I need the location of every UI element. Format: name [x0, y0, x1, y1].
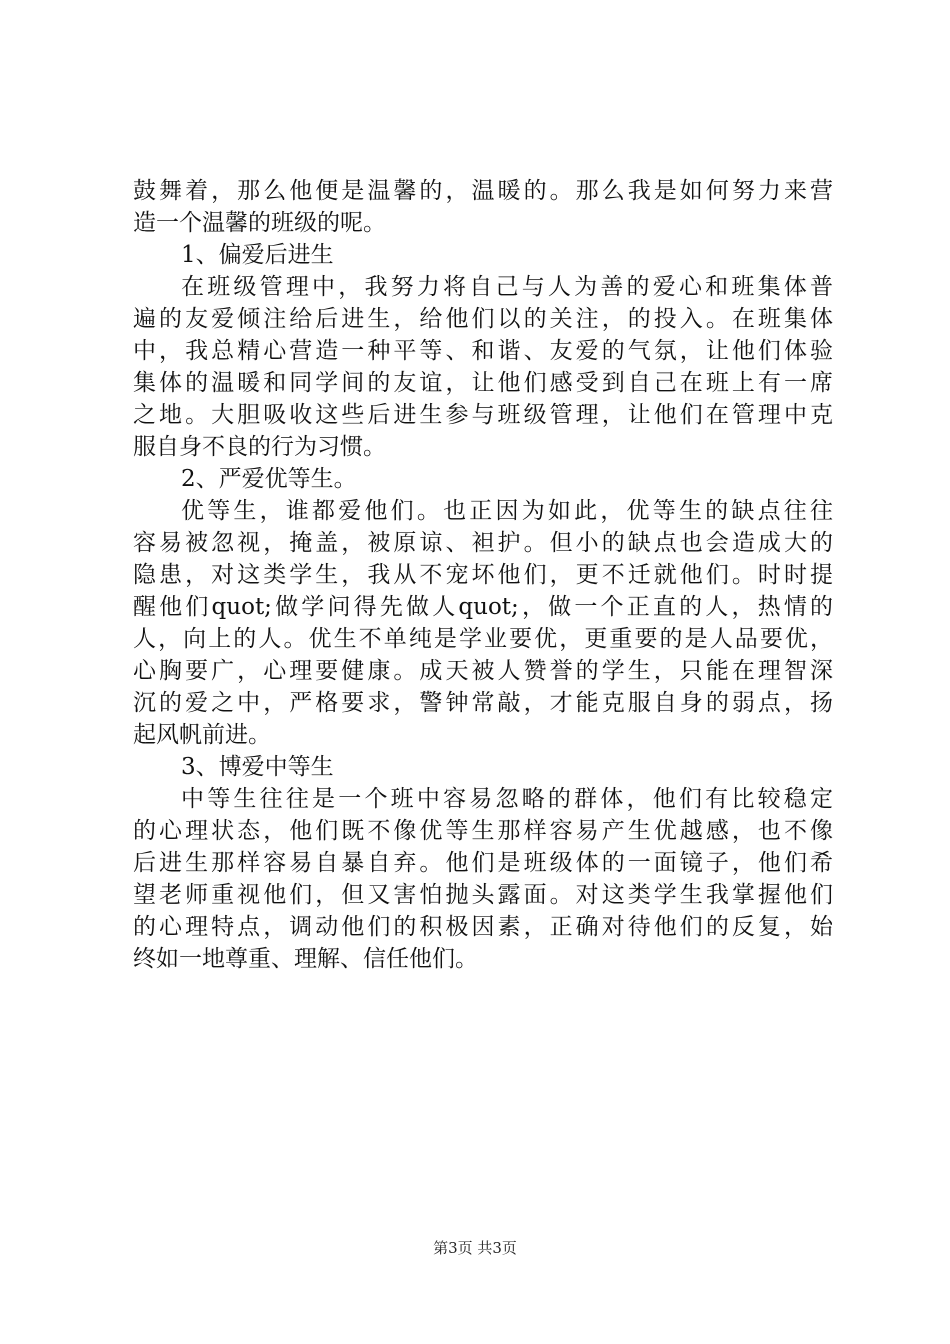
document-body — [133, 175, 833, 975]
text-line: 终如一地尊重、理解、信任他们。 — [133, 946, 478, 972]
text-line: 造一个温馨的班级的呢。 — [133, 210, 386, 236]
section-heading-1: 1、偏爱后进生 — [181, 242, 334, 268]
text-line: 的心理特点，调动他们的积极因素，正确对待他们的反复，始 — [133, 914, 833, 940]
text-line: 望老师重视他们，但又害怕抛头露面。对这类学生我掌握他们 — [133, 882, 833, 908]
text-line: 起风帆前进。 — [133, 722, 271, 748]
text-line: 容易被忽视，掩盖，被原谅、袒护。但小的缺点也会造成大的 — [133, 530, 833, 556]
text-line: 的心理状态，他们既不像优等生那样容易产生优越感，也不像 — [133, 818, 833, 844]
page-number-footer: 第3页 共3页 — [433, 1239, 517, 1257]
text-line: 优等生，谁都爱他们。也正因为如此，优等生的缺点往往 — [181, 498, 833, 524]
text-line: 在班级管理中，我努力将自己与人为善的爱心和班集体普 — [181, 274, 833, 300]
text-line: 后进生那样容易自暴自弃。他们是班级体的一面镜子，他们希 — [133, 850, 833, 876]
text-line: 服自身不良的行为习惯。 — [133, 434, 386, 460]
text-line: 遍的友爱倾注给后进生，给他们以的关注，的投入。在班集体 — [133, 306, 833, 332]
section-heading-3: 3、博爱中等生 — [181, 754, 334, 780]
text-line: 沉的爱之中，严格要求，警钟常敲，才能克服自身的弱点，扬 — [133, 690, 833, 716]
text-line: 隐患，对这类学生，我从不宠坏他们，更不迁就他们。时时提 — [133, 562, 833, 588]
text-line: 中，我总精心营造一种平等、和谐、友爱的气氛，让他们体验 — [133, 338, 833, 364]
text-line: 人，向上的人。优生不单纯是学业要优，更重要的是人品要优， — [133, 626, 833, 652]
text-line: 集体的温暖和同学间的友谊，让他们感受到自己在班上有一席 — [133, 370, 833, 396]
section-heading-2: 2、严爱优等生。 — [181, 466, 357, 492]
text-line: 心胸要广，心理要健康。成天被人赞誉的学生，只能在理智深 — [133, 658, 833, 684]
text-line: 醒他们quot;做学问得先做人quot;，做一个正直的人，热情的 — [133, 594, 833, 620]
text-line: 中等生往往是一个班中容易忽略的群体，他们有比较稳定 — [181, 786, 833, 812]
text-line: 之地。大胆吸收这些后进生参与班级管理，让他们在管理中克 — [133, 402, 833, 428]
text-line: 鼓舞着，那么他便是温馨的，温暖的。那么我是如何努力来营 — [133, 178, 833, 204]
